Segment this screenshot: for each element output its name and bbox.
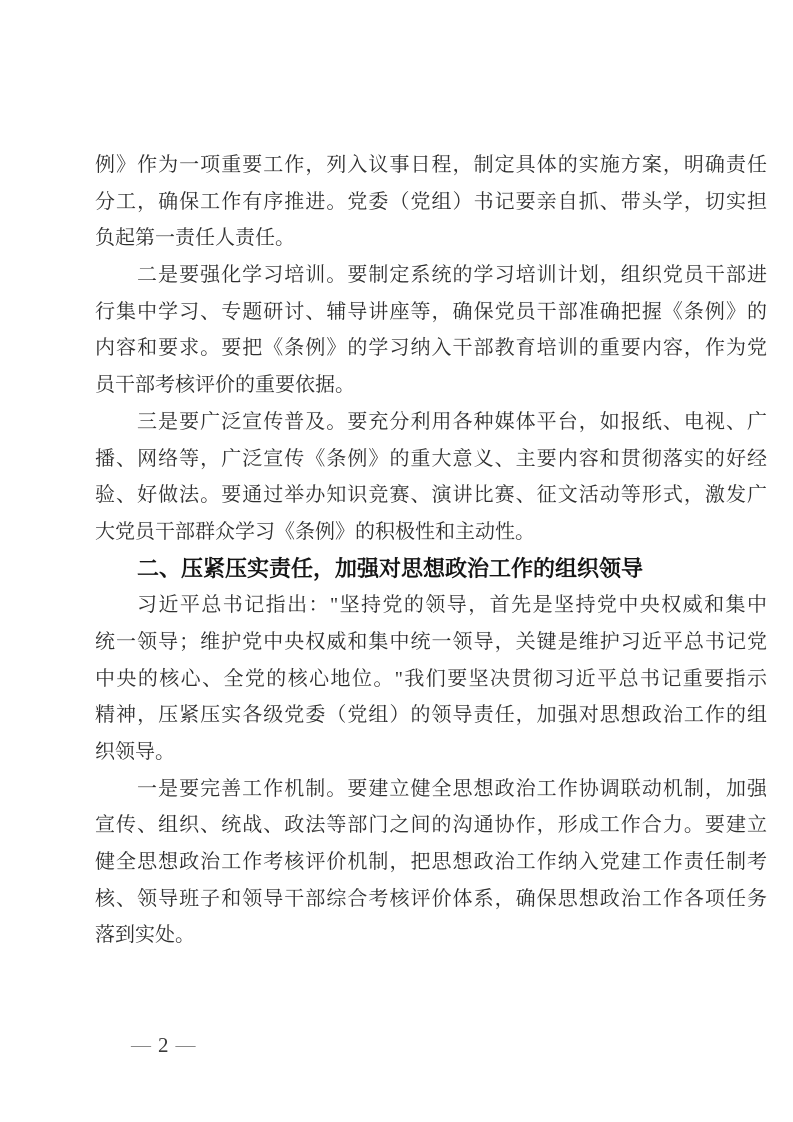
page-number-dash-left: — — [131, 1034, 151, 1056]
page-number-value: 2 — [158, 1033, 169, 1057]
page-number — [131, 1030, 196, 1060]
paragraph — [95, 147, 767, 257]
text-line: 行集中学习、专题研讨、辅导讲座等，确保党员干部准确把握《条例》的 — [95, 300, 767, 323]
text-line: 落到实处。 — [95, 924, 195, 947]
section-heading — [95, 551, 767, 588]
paragraph — [95, 404, 767, 551]
text-line: 核、领导班子和领导干部综合考核评价体系，确保思想政治工作各项任务 — [95, 887, 767, 910]
text-line: 习近平总书记指出："坚持党的领导，首先是坚持党中央权威和集中 — [137, 594, 767, 617]
text-line: 负起第一责任人责任。 — [95, 227, 295, 250]
text-line: 三是要广泛宣传普及。要充分利用各种媒体平台，如报纸、电视、广 — [137, 410, 767, 433]
text-line: 统一领导；维护党中央权威和集中统一领导，关键是维护习近平总书记党 — [95, 630, 767, 653]
text-line: 织领导。 — [95, 741, 175, 763]
paragraph — [95, 257, 767, 404]
text-line: 大党员干部群众学习《条例》的积极性和主动性。 — [95, 520, 535, 543]
page-number-dash-right: — — [175, 1034, 196, 1056]
document-body — [95, 147, 767, 954]
text-line: 分工，确保工作有序推进。党委（党组）书记要亲自抓、带头学，切实担 — [95, 190, 767, 213]
text-line: 内容和要求。要把《条例》的学习纳入干部教育培训的重要内容，作为党 — [95, 337, 767, 360]
paragraph — [95, 771, 767, 954]
text-line: 宣传、组织、统战、政法等部门之间的沟通协作，形成工作合力。要建立 — [95, 814, 767, 837]
text-line: 二是要强化学习培训。要制定系统的学习培训计划，组织党员干部进 — [137, 264, 767, 287]
text-line: 精神，压紧压实各级党委（党组）的领导责任，加强对思想政治工作的组 — [95, 704, 767, 727]
text-line: 播、网络等，广泛宣传《条例》的重大意义、主要内容和贯彻落实的好经 — [95, 447, 767, 470]
text-line: 验、好做法。要通过举办知识竞赛、演讲比赛、征文活动等形式，激发广 — [95, 484, 767, 507]
text-line: 一是要完善工作机制。要建立健全思想政治工作协调联动机制，加强 — [137, 777, 767, 800]
text-line: 健全思想政治工作考核评价机制，把思想政治工作纳入党建工作责任制考 — [95, 851, 767, 874]
text-line: 例》作为一项重要工作，列入议事日程，制定具体的实施方案，明确责任 — [95, 154, 767, 176]
paragraph — [95, 587, 767, 770]
text-line: 员干部考核评价的重要依据。 — [95, 374, 355, 397]
text-line: 中央的核心、全党的核心地位。"我们要坚决贯彻习近平总书记重要指示 — [95, 667, 767, 690]
heading-line: 二、压紧压实责任，加强对思想政治工作的组织领导 — [137, 555, 644, 581]
